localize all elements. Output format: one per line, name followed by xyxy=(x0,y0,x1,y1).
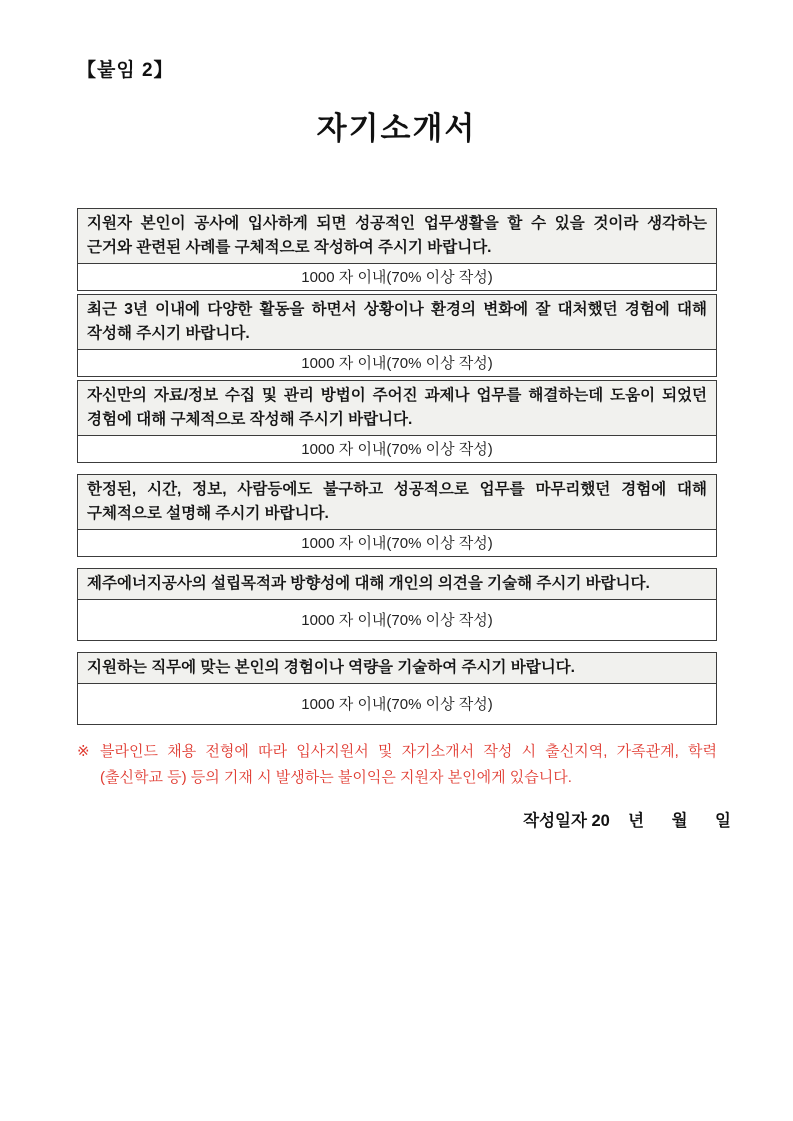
answer-limit-note: 1000 자 이내(70% 이상 작성) xyxy=(78,264,716,290)
question-block xyxy=(77,380,717,463)
question-block xyxy=(77,294,717,377)
form-body xyxy=(77,208,731,831)
blind-hiring-notice xyxy=(77,739,717,792)
question-prompt: 제주에너지공사의 설립목적과 방향성에 대해 개인의 의견을 기술해 주시기 바랍니다. xyxy=(78,569,716,600)
answer-limit-note: 1000 자 이내(70% 이상 작성) xyxy=(78,530,716,556)
answer-limit-note: 1000 자 이내(70% 이상 작성) xyxy=(78,600,716,640)
attachment-label: 【붙임 2】 xyxy=(77,60,174,81)
answer-limit-note: 1000 자 이내(70% 이상 작성) xyxy=(78,684,716,724)
question-prompt: 한정된, 시간, 정보, 사람등에도 불구하고 성공적으로 업무를 마무리했던 경험에 대해 구체적으로 설명해 주시기 바랍니다. xyxy=(78,475,716,530)
date-line: 작성일자 20 년 월 일 xyxy=(523,811,731,830)
page-title: 자기소개서 xyxy=(316,111,477,146)
question-prompt: 자신만의 자료/정보 수집 및 관리 방법이 주어진 과제나 업무를 해결하는데 도움이 되었던 경험에 대해 구체적으로 작성해 주시기 바랍니다. xyxy=(78,381,716,436)
notice-text: 블라인드 채용 전형에 따라 입사지원서 및 자기소개서 작성 시 출신지역, 가족관계, 학력(출신학교 등) 등의 기재 시 발생하는 불이익은 지원자 본인에게 있습니다. xyxy=(100,743,717,787)
question-prompt: 최근 3년 이내에 다양한 활동을 하면서 상황이나 환경의 변화에 잘 대처했던 경험에 대해 작성해 주시기 바랍니다. xyxy=(78,295,716,350)
question-block xyxy=(77,208,717,291)
question-prompt: 지원자 본인이 공사에 입사하게 되면 성공적인 업무생활을 할 수 있을 것이라 생각하는 근거와 관련된 사례를 구체적으로 작성하여 주시기 바랍니다. xyxy=(78,209,716,264)
answer-limit-note: 1000 자 이내(70% 이상 작성) xyxy=(78,350,716,376)
answer-limit-note: 1000 자 이내(70% 이상 작성) xyxy=(78,436,716,462)
question-block xyxy=(77,652,717,725)
question-block xyxy=(77,474,717,557)
notice-marker-icon: ※ xyxy=(77,743,90,761)
question-block xyxy=(77,568,717,641)
question-prompt: 지원하는 직무에 맞는 본인의 경험이나 역량을 기술하여 주시기 바랍니다. xyxy=(78,653,716,684)
